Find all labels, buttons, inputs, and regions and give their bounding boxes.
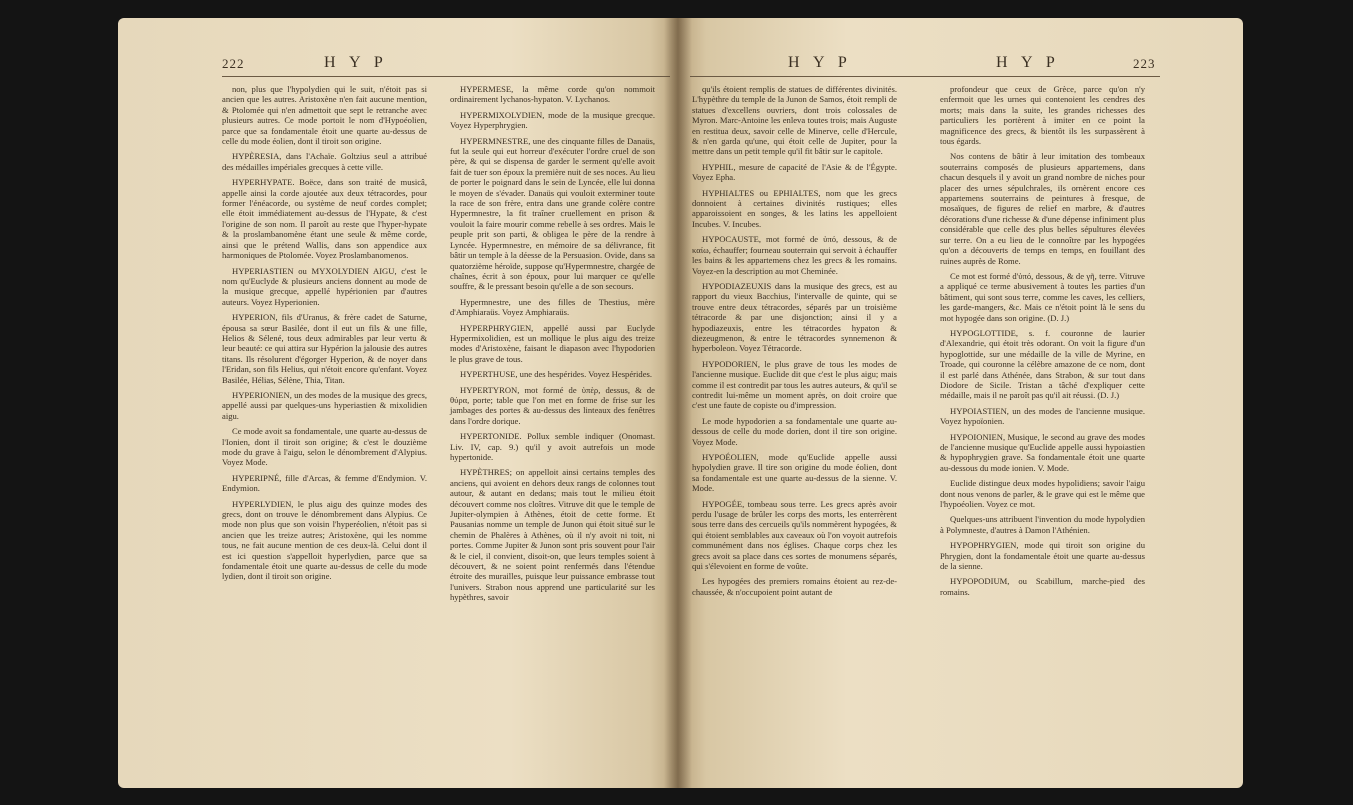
paragraph: HYPHIL, mesure de capacité de l'Asie & de l'Égypte. Voyez Epha. bbox=[692, 161, 897, 183]
paragraph: HYPOCAUSTE, mot formé de ὑπό, dessous, & de καίω, échauffer; fourneau souterrain qui servoit à échauffer les bains & les appartemens chez les grecs & les romains. Voyez-en la description au mot Cheminée. bbox=[692, 234, 897, 276]
paragraph: HYPERTHUSE, une des hespérides. Voyez Hespérides. bbox=[460, 369, 653, 380]
paragraph: HYPOIASTIEN, un des modes de l'ancienne musique. Voyez hypoïonien. bbox=[940, 405, 1145, 427]
paragraph: HYPERIPNÉ, fille d'Arcas, & femme d'Endymion. V. Endymion. bbox=[222, 472, 427, 494]
left-running-head: H Y P bbox=[324, 54, 388, 71]
paragraph: HYPHIALTES ou EPHIALTES, nom que les grecs donnoient à certaines divinités rustiques; elles apparoissoient en songes, & les latins les appelloient Incubes. V. Incubes. bbox=[692, 187, 897, 229]
paragraph: HYPOÉOLIEN, mode qu'Euclide appelle aussi hypolydien grave. Il tire son origine du mode éolien, dont sa fondamentale est une quarte au-dessus de la sienne. V. Mode. bbox=[692, 452, 897, 494]
paragraph: Quelques-uns attribuent l'invention du mode hypolydien à Polymneste, d'autres à Damon l'Athénien. bbox=[940, 514, 1145, 535]
paragraph: HYPODIAZEUXIS dans la musique des grecs, est au rapport du vieux Bacchius, l'intervalle de quinte, qui se trouve entre deux tétracordes, séparés par un troisième tétracorde & par une disjonction; ainsi il y a hypodiazeuxis, entre les tétracordes hypaton & diezeugmenon, & entre le tétracordes synnemenon & hyperboleon. Voyez Tétracorde. bbox=[692, 280, 897, 354]
paragraph: HYPERMNESTRE, une des cinquante filles de Danaüs, fut la seule qui eut horreur d'exécuter l'ordre cruel de son père, & qui se dispensa de garder le serment qu'elle avoit fait de tuer son époux la première nuit de ses noces. Au lieu de porter le poignard dans le sein de Lyncée, elle lui donna le moyen de s'évader. Danaüs qui vouloit exterminer toute la race de son frère, entra dans une grande colère contre Hypermnestre, la fit traîner cruellement en prison & vouloit la faire mourir comme rebelle à ses ordres. Mais le peuple prit son parti, & obligea le père de la rendre à Lyncée. Hypermnestre, en mémoire de sa délivrance, fit bâtir un temple à la déesse de la Persuasion. Ovide, dans sa quatorzième héroïde, suppose qu'Hypermnestre, chargée de chaînes, écrit à son époux, pour lui marquer ce qu'elle souffre, & le pressant besoin qu'elle a de son secours. bbox=[450, 135, 655, 292]
paragraph: HYPERTONIDE. Pollux semble indiquer (Onomast. Liv. IV, cap. 9.) qu'il y avoit autrefois un mode hypertonide. bbox=[450, 431, 655, 462]
paragraph: HYPODORIEN, le plus grave de tous les modes de l'ancienne musique. Euclide dit que c'est le plus aigu; mais comme il est contredit par tous les autres auteurs, & qu'il se contredit lui-même un moment après, on doit croire que c'est une faute de copiste ou d'impression. bbox=[692, 358, 897, 411]
paragraph: HYPÈTHRES; on appelloit ainsi certains temples des anciens, qui avoient en dehors deux rangs de colonnes tout autour, & autant en dedans; mais tout le milieu étoit découvert comme nos cloîtres. Vitruve dit que le temple de Jupiter-olympien à Athènes, étoit de cette forme. Et Pausanias nomme un temple de Junon qui étoit situé sur le chemin de Phalères à Athènes, où il n'y avoit ni toit, ni portes. Comme Jupiter & Junon sont pris souvent pour l'air & le ciel, il convient, disoit-on, que leurs temples soient à découvert, & ne soient point renfermés dans l'étendue étroite des murailles, puisque leur puissance embrasse tout l'univers. Strabon nous apprend une particularité sur les hypèthres, savoir bbox=[450, 467, 655, 603]
paragraph: HYPOGLOTTIDE, s. f. couronne de laurier d'Alexandrie, qui étoit très odorant. On voit la figure d'un hypoglottide, sur une médaille de la ville de Myrine, en Troade, qui couronne la célèbre amazone de ce nom, dont il est parlé dans Athénée, dans Strabon, & sur tout dans Diodore de Sicile. Tristan a tâché d'expliquer cette médaille, mais il ne paroît pas qu'il ait réussi. (D. J.) bbox=[940, 327, 1145, 401]
paragraph: non, plus que l'hypolydien qui le suit, n'étoit pas si ancien que les autres. Aristoxène n'en fait aucune mention, & Ptolomée qui n'en admettoit que sept le retranche avec plusieurs autres. Ce mode portoit le nom d'Hypoéolien, parce que sa fondamentale étoit une quarte au-dessus de celle du mode éolien, dont il tiroit son origine. bbox=[222, 84, 427, 147]
paragraph: HYPERIONIEN, un des modes de la musique des grecs, appellé aussi par quelques-uns hyperiastien & mixolidien aigu. bbox=[222, 389, 427, 421]
left-column-1 bbox=[222, 84, 427, 587]
paragraph: Ce mot est formé d'ὑπό, dessous, & de γῆ, terre. Vitruve a appliqué ce terme abusivement à toutes les parties d'un bâtiment, qui sont sous terre, comme les caves, les celliers, les garde-mangers, &c. Mais ce n'étoit point là le sens du mot hypogée dans son origine. (D. J.) bbox=[940, 270, 1145, 323]
paragraph: Les hypogées des premiers romains étoient au rez-de-chaussée, & n'occupoient point autant de bbox=[692, 576, 897, 597]
paragraph: HYPERMESE, la même corde qu'on nommoit ordinairement lychanos-hypaton. V. Lychanos. bbox=[450, 84, 655, 105]
right-column-2 bbox=[940, 84, 1145, 602]
paragraph: HYPOGÉE, tombeau sous terre. Les grecs après avoir perdu l'usage de brûler les corps des morts, les enterrèrent sous terre dans des cercueils qu'ils nommèrent hypogées, & qui étoient semblables aux caveaux où l'on voyoit autrefois communément dans nos églises. Chaque corps chez les grecs avoit sa place dans ces sortes de monumens séparés, qui s'élevoient en forme de voûte. bbox=[692, 498, 897, 572]
paragraph: HYPERHYPATE. Boëce, dans son traité de musicâ, appelle ainsi la corde ajoutée aux deux tétracordes, pour former l'énéacorde, ou système de neuf cordes complet; elle étoit immédiatement au-dessus de l'Hypate, & c'est l'origine de son nom. Il paroît au reste que l'hyper-hypate & la proslambanomène étant une seule & même corde, ainsi que le prétend Wallis, dans son appendice aux harmoniques de Ptolomée. Voyez Proslambanomenos. bbox=[222, 177, 427, 261]
right-column-1 bbox=[692, 84, 897, 602]
right-head-rule bbox=[690, 76, 1160, 77]
paragraph: HYPERPHRYGIEN, appellé aussi par Euclyde Hypermixolidien, est un mollique le plus aigu des treize modes d'Aristoxène, faisant le diapason avec l'hypodorien le plus grave de tous. bbox=[450, 322, 655, 364]
paragraph: HYPOPODIUM, ou Scabillum, marche-pied des romains. bbox=[940, 576, 1145, 597]
right-page bbox=[678, 18, 1243, 788]
paragraph: HYPERION, fils d'Uranus, & frère cadet de Saturne, épousa sa sœur Basilée, dont il eut un fils & une fille, Helios & Sélené, tous deux admirables par leur vertu & leur beauté: ce qui attira sur Hypérion la jalousie des autres titans. Ils résolurent d'égorger Hyperion, & de noyer dans l'Eridan, son fils Helius, qui n'étoit encore qu'enfant. Voyez Basilée, Hélias, Sélène, Thia, Titan. bbox=[222, 312, 427, 385]
left-column-2 bbox=[450, 84, 655, 608]
paragraph: qu'ils étoient remplis de statues de différentes divinités. L'hypèthre du temple de la Junon de Samos, étoit rempli de statues d'excellens ouvriers, dont trois colossales de Myron. Marc-Antoine les enleva toutes trois; mais Auguste en restitua deux, savoir celle de Minerve, celle d'Hercule, & n'en garda qu'une, qui étoit celle de Jupiter, pour la mettre dans un petit temple qu'il fit bâtir sur le capitole. bbox=[692, 84, 897, 157]
paragraph: Le mode hypodorien a sa fondamentale une quarte au-dessous de celle du mode dorien, dont il tire son origine. Voyez Mode. bbox=[692, 415, 897, 447]
paragraph: HYPERIASTIEN ou MYXOLYDIEN AIGU, c'est le nom qu'Euclyde & plusieurs anciens donnent au mode de la musique grecque, appellé hypérionien par d'autres auteurs. Voyez Hyperionien. bbox=[222, 265, 427, 307]
paragraph: HYPOPHRYGIEN, mode qui tiroit son origine du Phrygien, dont la fondamentale étoit une quarte au-dessus de la sienne. bbox=[940, 540, 1145, 572]
paragraph: profondeur que ceux de Grèce, parce qu'on n'y enfermoit que les urnes qui contenoient les cendres des morts; mais dans la suite, les grandes richesses des particuliers les portèrent à imiter en ce point la magnificence des grecs, & bientôt ils les surpassèrent à tous égards. bbox=[940, 84, 1145, 147]
paragraph: HYPOIONIEN, Musique, le second au grave des modes de l'ancienne musique qu'Euclide appelle aussi hypoiastien & hypophrygien grave. Sa fondamentale étoit une quarte au-dessous du mode ionien. V. Mode. bbox=[940, 431, 1145, 473]
left-page-number: 222 bbox=[222, 56, 245, 71]
left-head-rule bbox=[222, 76, 670, 77]
left-page bbox=[118, 18, 678, 788]
paragraph: Ce mode avoit sa fondamentale, une quarte au-dessus de l'Ionien, dont il tiroit son origine; & c'est le douzième mode du grave à l'aigu, selon le dénombrement d'Alypius. Voyez Mode. bbox=[222, 426, 427, 468]
paragraph: Euclide distingue deux modes hypolidiens; savoir l'aigu dont nous venons de parler, & le grave qui est le même que l'hypoéolien. Voyez ce mot. bbox=[940, 478, 1145, 510]
right-page-number: 223 bbox=[1133, 56, 1156, 71]
paragraph: Nos contens de bâtir à leur imitation des tombeaux souterrains composés de plusieurs appartemens, dans chacun desquels il y avoit un grand nombre de niches pour placer des urnes sépulchrales, ils ornèrent encore ces appartemens souterrains de peintures à fresque, de mosaïques, de figures de relief en marbre, & d'autres décorations d'une richesse & d'une dépense infiniment plus considérable que celle des plus belles sépultures élevées sur terre. On a eu lieu de le connoître par les hypogées qu'on a découverts de temps en temps, en fouillant des ruines auprès de Rome. bbox=[940, 151, 1145, 266]
paragraph: HYPERMIXOLYDIEN, mode de la musique grecque. Voyez Hyperphrygien. bbox=[450, 109, 655, 131]
book-gutter bbox=[664, 18, 692, 788]
paragraph: HYPERTYRON, mot formé de ὑπὲρ, dessus, & de θύρα, porte; table que l'on met en forme de frise sur les jambages des portes & au-dessus des linteaux des fenêtres dans l'ordre dorique. bbox=[450, 384, 655, 426]
right-running-head-2: H Y P bbox=[996, 54, 1060, 71]
paragraph: HYPERLYDIEN, le plus aigu des quinze modes des grecs, dont on trouve le dénombrement dans Alypius. Ce mode non plus que son voisin l'hyperéolien, n'étoit pas si ancien que les treize autres; Aristoxène, qui les nomme tous, ne fait aucune mention de ces deux-là. Celui dont il est ici question s'appelloit hyperlydien, parce que sa fondamentale étoit une quarte au-dessus de celle du mode lydien, dont il tiroit son origine. bbox=[222, 498, 427, 582]
paragraph: HYPÈRESIA, dans l'Achaïe. Goltzius seul a attribué des médailles impériales grecques à cette ville. bbox=[222, 151, 427, 172]
right-running-head-1: H Y P bbox=[788, 54, 852, 71]
paragraph: Hypermnestre, une des filles de Thestius, mère d'Amphiaraüs. Voyez Amphiaraüs. bbox=[450, 296, 655, 318]
